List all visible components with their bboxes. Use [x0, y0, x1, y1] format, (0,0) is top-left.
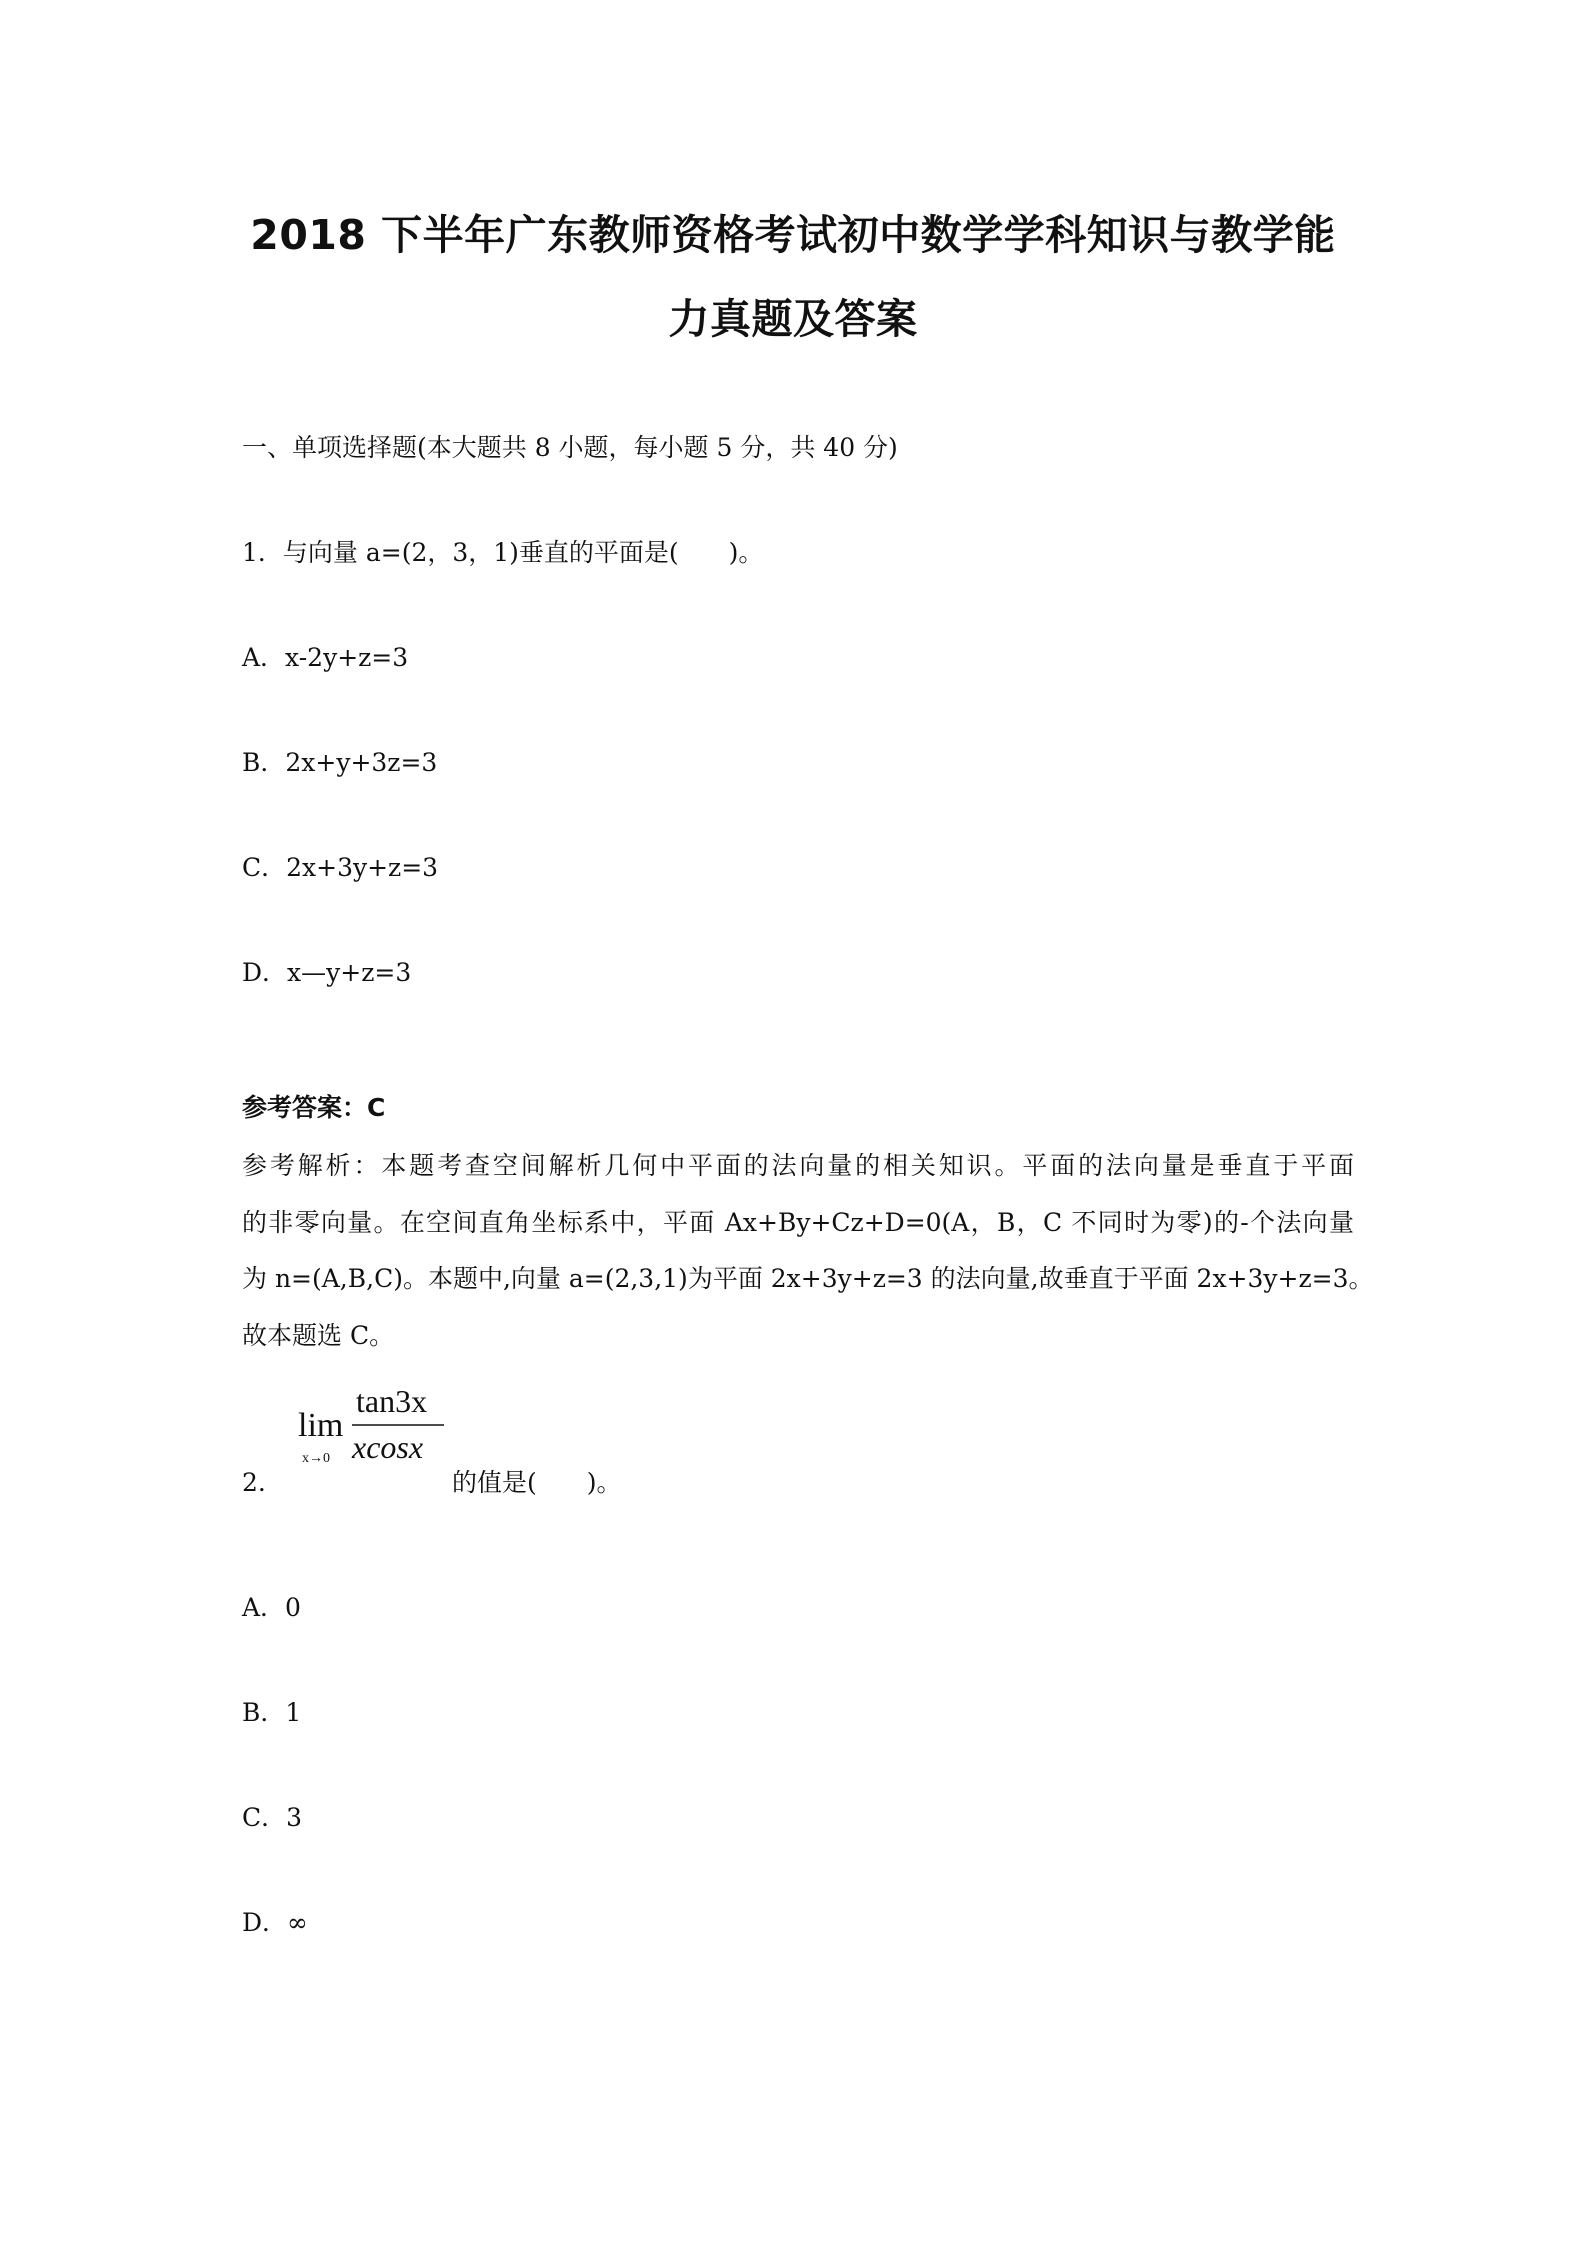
question-1-stem: 1．与向量 a=(2，3，1)垂直的平面是( )。	[242, 538, 764, 567]
document-title-line-2: 力真题及答案	[668, 295, 918, 343]
question-1-option-d: D．x—y+z=3	[242, 958, 412, 987]
formula-denominator: xcosx	[352, 1429, 424, 1465]
explanation-line: 故本题选 C。	[242, 1320, 395, 1350]
question-1-option-b: B．2x+y+3z=3	[242, 748, 438, 777]
question-2-stem-suffix: 的值是( )。	[452, 1468, 622, 1497]
formula-lim: lim	[298, 1407, 344, 1444]
limit-formula	[296, 1378, 446, 1470]
question-1-option-a: A．x-2y+z=3	[242, 643, 409, 672]
question-1-explanation	[242, 1138, 1374, 1364]
question-2-option-d: D．∞	[242, 1908, 308, 1937]
explanation-line: 的非零向量。在空间直角坐标系中，平面 Ax+By+Cz+D=0(A，B，C 不同时为零)的-个法向量	[242, 1207, 1354, 1237]
question-2-option-a: A．0	[242, 1593, 301, 1622]
document-title-line-1: 2018 下半年广东教师资格考试初中数学学科知识与教学能	[250, 211, 1336, 259]
question-2-option-c: C．3	[242, 1803, 303, 1832]
formula-subscript: x→0	[302, 1451, 330, 1466]
question-1-answer: 参考答案：C	[242, 1093, 386, 1122]
section-heading: 一、单项选择题(本大题共 8 小题，每小题 5 分，共 40 分)	[242, 433, 898, 462]
explanation-line: 为 n=(A,B,C)。本题中,向量 a=(2,3,1)为平面 2x+3y+z=3 的法向量,故垂直于平面 2x+3y+z=3。	[242, 1264, 1374, 1293]
question-2-option-b: B．1	[242, 1698, 302, 1727]
explanation-line: 参考解析：本题考查空间解析几何中平面的法向量的相关知识。平面的法向量是垂直于平面	[242, 1151, 1354, 1180]
question-2-number: 2.	[242, 1468, 266, 1497]
formula-numerator: tan3x	[356, 1383, 428, 1419]
question-1-option-c: C．2x+3y+z=3	[242, 853, 439, 882]
